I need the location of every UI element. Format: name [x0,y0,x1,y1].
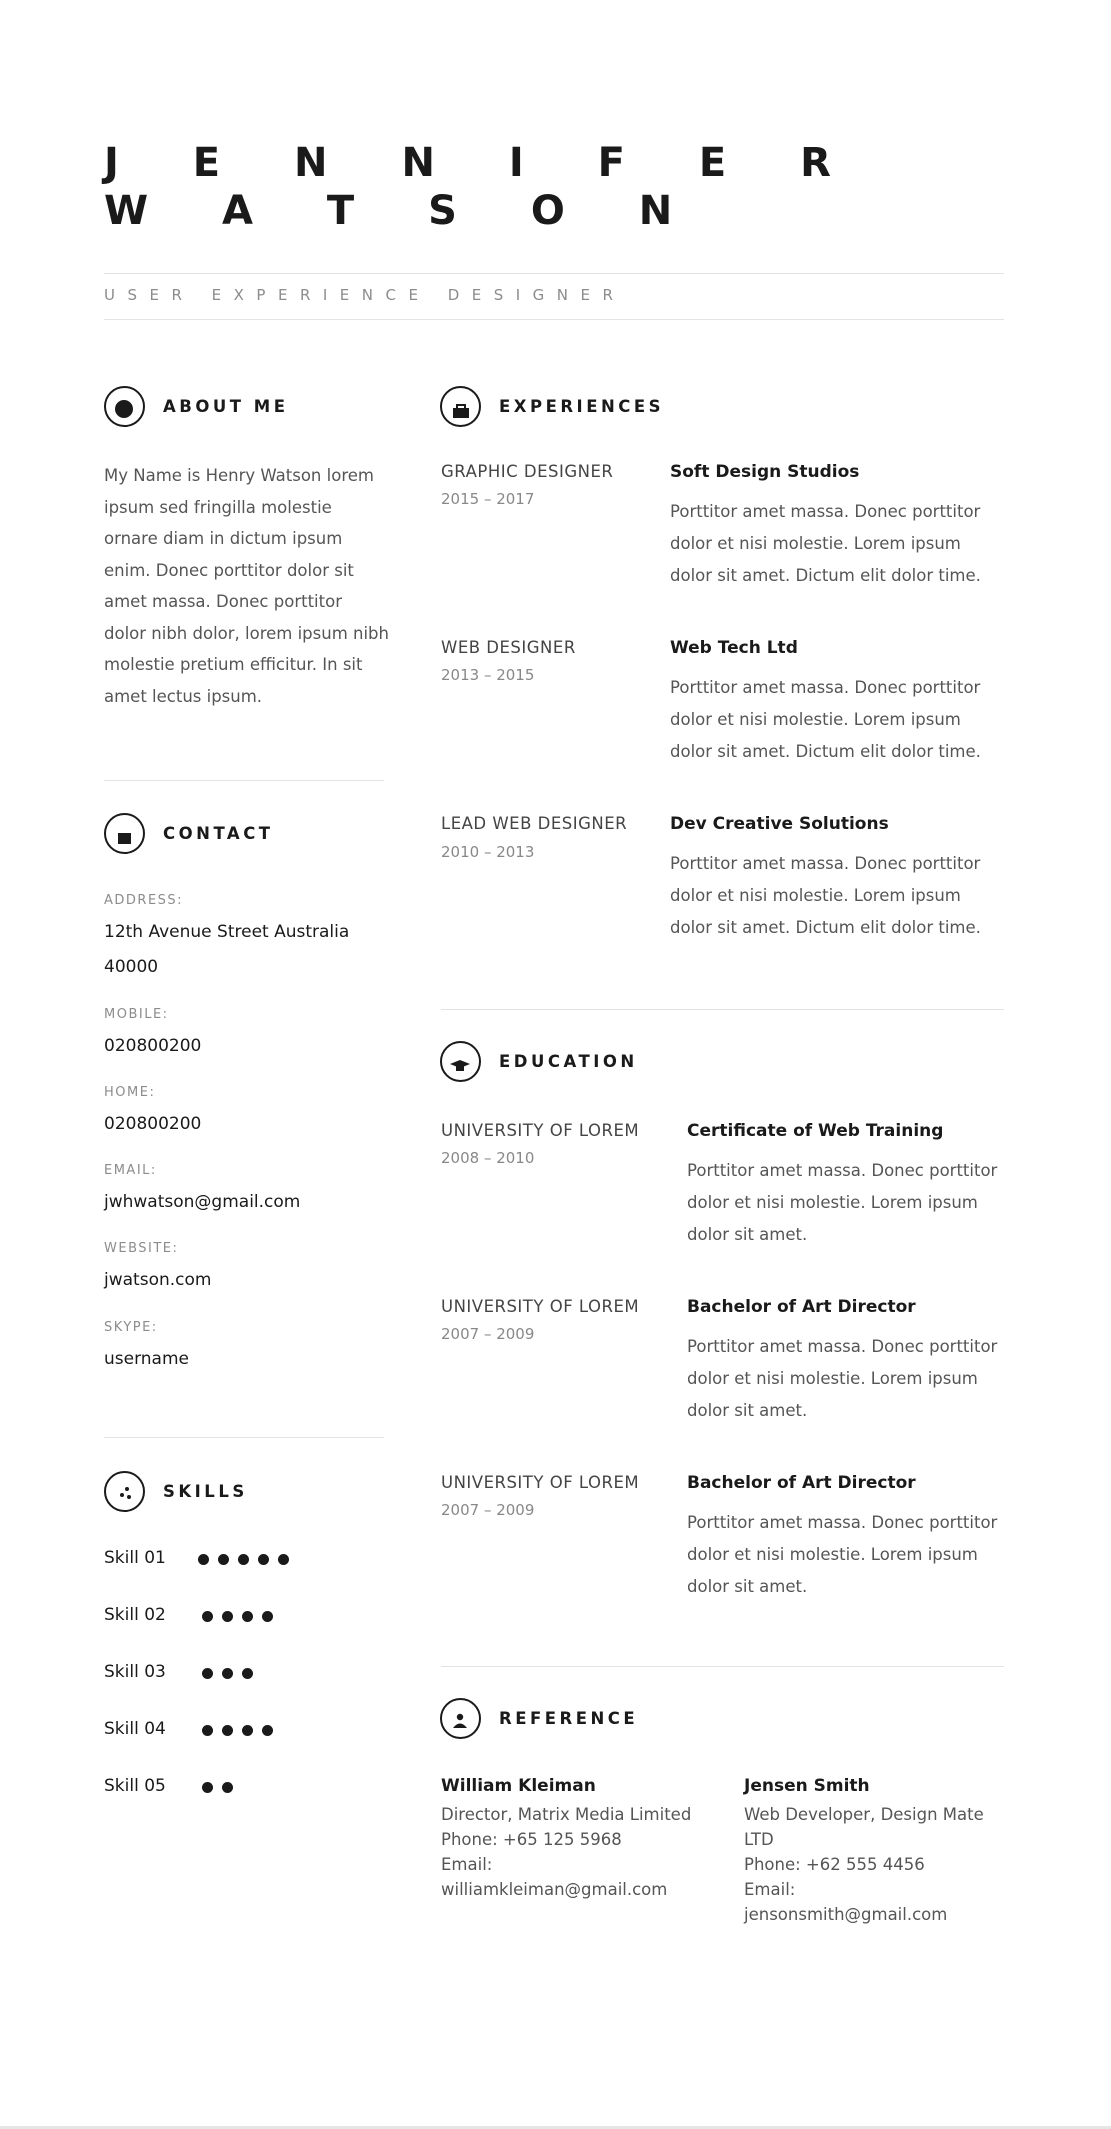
skill-dot [202,1611,213,1622]
reference-detail-line: Web Developer, Design Mate [744,1805,984,1824]
experience-role: LEAD WEB DESIGNER [441,814,628,833]
website-label: WEBSITE: [104,1241,179,1256]
education-degree: Bachelor of Art Director [687,1297,916,1317]
reference-title: REFERENCE [499,1709,639,1728]
education-degree: Certificate of Web Training [687,1121,944,1141]
experience-desc-line: dolor et nisi molestie. Lorem ipsum [670,534,961,553]
skill-name: Skill 02 [104,1605,166,1625]
skill-dot [198,1554,209,1565]
skill-dot [222,1668,233,1679]
skill-dot [242,1725,253,1736]
briefcase-icon [440,386,481,427]
address-line-2: 40000 [104,957,159,977]
reference-detail-line: Email: [744,1880,796,1899]
education-divider [441,1666,1004,1667]
experience-desc-line: dolor et nisi molestie. Lorem ipsum [670,710,961,729]
contact-title: CONTACT [163,824,274,843]
about-divider [104,780,384,781]
education-degree: Bachelor of Art Director [687,1473,916,1493]
experience-desc-line: dolor sit amet. Dictum elit dolor time. [670,918,981,937]
experience-company: Dev Creative Solutions [670,814,889,834]
skill-dot [262,1725,273,1736]
about-section-header [104,386,394,432]
email-label: EMAIL: [104,1163,157,1178]
skills-section-header [104,1471,394,1517]
contact-divider [104,1437,384,1438]
education-years: 2008 – 2010 [441,1149,535,1167]
education-desc-line: dolor sit amet. [687,1577,808,1596]
reference-detail-line: Phone: +65 125 5968 [441,1830,622,1849]
address-line-1: 12th Avenue Street Australia [104,922,350,942]
skype-label: SKYPE: [104,1320,158,1335]
skill-row [104,1662,364,1688]
about-title: ABOUT ME [163,397,289,416]
skills-title: SKILLS [163,1482,248,1501]
experience-company: Soft Design Studios [670,462,860,482]
education-desc-line: Porttitor amet massa. Donec porttitor [687,1513,998,1532]
skill-row [104,1548,364,1574]
skill-dot [242,1611,253,1622]
education-section-header [440,1041,740,1087]
reference-email[interactable]: williamkleiman@gmail.com [441,1880,668,1899]
skill-dot [222,1725,233,1736]
skill-row [104,1719,364,1745]
skill-name: Skill 05 [104,1776,166,1796]
job-subtitle: USER EXPERIENCE DESIGNER [104,286,626,304]
skype-value[interactable]: username [104,1349,189,1369]
header-divider-bottom [104,319,1004,320]
skill-dot [222,1782,233,1793]
experience-role: GRAPHIC DESIGNER [441,462,614,481]
home-label: HOME: [104,1085,156,1100]
skill-dot [202,1725,213,1736]
experience-desc-line: dolor et nisi molestie. Lorem ipsum [670,886,961,905]
skill-dot [258,1554,269,1565]
experience-desc-line: Porttitor amet massa. Donec porttitor [670,502,981,521]
education-school: UNIVERSITY OF LOREM [441,1473,640,1492]
experiences-divider [441,1009,1004,1010]
reference-detail-line: Email: [441,1855,493,1874]
education-years: 2007 – 2009 [441,1501,535,1519]
experience-years: 2013 – 2015 [441,666,535,684]
first-name: J E N N I F E R [104,140,861,186]
reference-section-header [440,1698,740,1744]
person-circle-icon [104,386,145,427]
skill-dot [242,1668,253,1679]
education-title: EDUCATION [499,1052,638,1071]
experience-role: WEB DESIGNER [441,638,576,657]
skill-dot [262,1611,273,1622]
experiences-title: EXPERIENCES [499,397,665,416]
experiences-section-header [440,386,740,432]
education-desc-line: dolor et nisi molestie. Lorem ipsum [687,1369,978,1388]
experience-desc-line: dolor sit amet. Dictum elit dolor time. [670,566,981,585]
skill-dot [278,1554,289,1565]
experience-company: Web Tech Ltd [670,638,798,658]
skill-dot [202,1668,213,1679]
mobile-value[interactable]: 020800200 [104,1036,202,1056]
experience-desc-line: Porttitor amet massa. Donec porttitor [670,678,981,697]
education-desc-line: dolor et nisi molestie. Lorem ipsum [687,1193,978,1212]
skill-name: Skill 03 [104,1662,166,1682]
education-desc-line: Porttitor amet massa. Donec porttitor [687,1161,998,1180]
email-value[interactable]: jwhwatson@gmail.com [104,1192,301,1212]
reference-detail-line: Director, Matrix Media Limited [441,1805,692,1824]
graduation-cap-icon [440,1041,481,1082]
reference-detail-line: Phone: +62 555 4456 [744,1855,925,1874]
skill-dot [222,1611,233,1622]
education-desc-line: dolor sit amet. [687,1225,808,1244]
reference-email[interactable]: jensonsmith@gmail.com [744,1905,948,1924]
reference-name: William Kleiman [441,1776,596,1796]
skill-dot [202,1782,213,1793]
mobile-label: MOBILE: [104,1007,169,1022]
user-icon [440,1698,481,1739]
skill-row [104,1605,364,1631]
education-desc-line: dolor sit amet. [687,1401,808,1420]
skill-row [104,1776,364,1802]
contact-section-header [104,813,394,859]
address-label: ADDRESS: [104,893,184,908]
education-school: UNIVERSITY OF LOREM [441,1297,640,1316]
home-value[interactable]: 020800200 [104,1114,202,1134]
experience-desc-line: Porttitor amet massa. Donec porttitor [670,854,981,873]
skill-name: Skill 04 [104,1719,166,1739]
skill-name: Skill 01 [104,1548,166,1568]
skill-dot [218,1554,229,1565]
experience-years: 2015 – 2017 [441,490,535,508]
header-divider-top [104,273,1004,274]
last-name: W A T S O N [104,188,703,234]
website-value[interactable]: jwatson.com [104,1270,212,1290]
reference-name: Jensen Smith [744,1776,870,1796]
education-desc-line: Porttitor amet massa. Donec porttitor [687,1337,998,1356]
experience-desc-line: dolor sit amet. Dictum elit dolor time. [670,742,981,761]
dots-icon [104,1471,145,1512]
reference-detail-line: LTD [744,1830,774,1849]
experience-years: 2010 – 2013 [441,843,535,861]
education-school: UNIVERSITY OF LOREM [441,1121,640,1140]
education-desc-line: dolor et nisi molestie. Lorem ipsum [687,1545,978,1564]
skill-dot [238,1554,249,1565]
education-years: 2007 – 2009 [441,1325,535,1343]
about-text: My Name is Henry Watson lorem ipsum sed fringilla molestie ornare diam in dictum ipsum enim. Donec porttitor dolor sit amet massa. Donec porttitor dolor nibh dolor, lorem ipsum nibh molestie pretium efficitur. In sit amet lectus ipsum. [104,466,389,706]
contact-card-icon [104,813,145,854]
